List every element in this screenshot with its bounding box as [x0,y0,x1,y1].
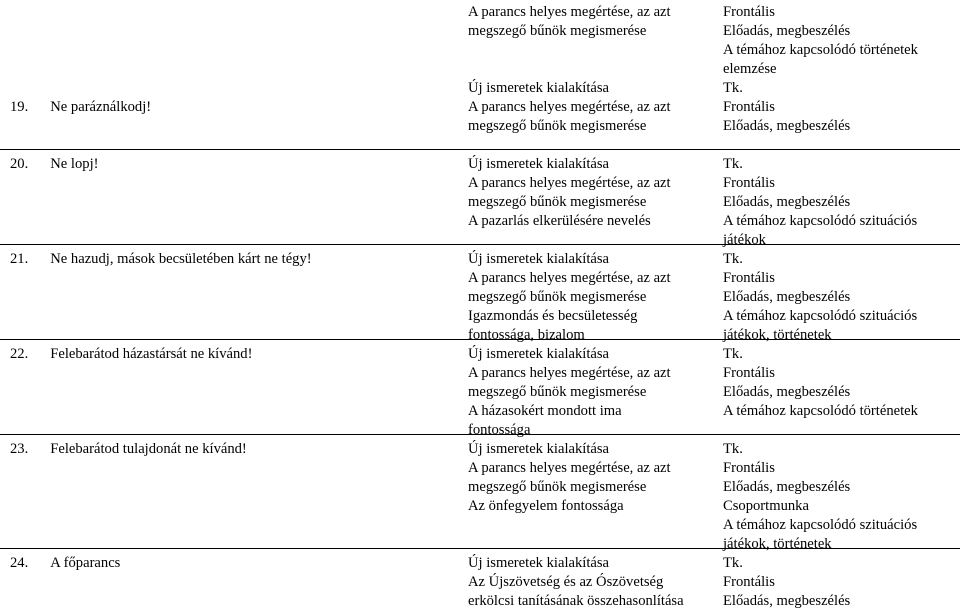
lesson-number: 24. [10,555,29,571]
goal-line: Az önfegyelem fontossága [468,498,624,514]
goal-line: Új ismeretek kialakítása [468,346,610,362]
goal-line: megszegő bűnök megismerése [468,289,647,305]
method-line: Tk. [723,80,743,96]
lesson-topic-cell [10,250,450,269]
method-line: Tk. [723,251,743,267]
goal-line: megszegő bűnök megismerése [468,194,647,210]
row-divider [0,339,960,340]
goal-line: A parancs helyes megértése, az azt [468,460,671,476]
goal-line: A pazarlás elkerülésére nevelés [468,213,651,229]
goal-line: fontossága, bizalom [468,327,585,343]
method-line: Frontális [723,270,775,286]
method-line: A témához kapcsolódó szituációs [723,213,918,229]
method-line: A témához kapcsolódó történetek [723,403,918,419]
method-line: Előadás, megbeszélés [723,479,851,495]
lesson-topic [10,155,450,174]
lesson-number: 21. [10,251,29,267]
lesson-goals-cell [468,79,706,136]
method-line: Előadás, megbeszélés [723,23,851,39]
method-line: Tk. [723,441,743,457]
lesson-number: 22. [10,346,29,362]
lesson-title: Ne paráználkodj! [50,99,152,115]
goal-line: megszegő bűnök megismerése [468,384,647,400]
lesson-topic-cell [10,345,450,364]
row-divider [0,149,960,150]
method-line: játékok, történetek [723,536,832,552]
goal-line: Új ismeretek kialakítása [468,441,610,457]
method-line: Frontális [723,4,775,20]
lesson-methods-cell [723,250,955,345]
lesson-number: 19. [10,99,29,115]
goal-line: Új ismeretek kialakítása [468,156,610,172]
lesson-goals-cell [468,250,706,345]
method-line: elemzése [723,61,777,77]
lesson-methods-cell [723,554,955,611]
lesson-goals-cell [468,345,706,440]
lesson-goals-cell [468,554,706,611]
lesson-methods-cell [723,79,955,136]
lesson-methods-cell [723,3,955,79]
method-line: Tk. [723,156,743,172]
method-line: Frontális [723,365,775,381]
method-line: Frontális [723,460,775,476]
lesson-methods-cell [723,345,955,421]
goal-line: Igazmondás és becsületesség [468,308,638,324]
row-divider [0,244,960,245]
lesson-topic [10,345,450,364]
goal-line: A parancs helyes megértése, az azt [468,270,671,286]
method-line: játékok [723,232,766,248]
method-line: Csoportmunka [723,498,809,514]
goal-line: Új ismeretek kialakítása [468,80,610,96]
goal-line: megszegő bűnök megismerése [468,118,647,134]
method-line: Tk. [723,555,743,571]
method-line: Előadás, megbeszélés [723,118,851,134]
lesson-topic [10,98,450,117]
lesson-topic-cell [10,554,450,573]
method-line: A témához kapcsolódó szituációs [723,308,918,324]
lesson-title: Felebarátod tulajdonát ne kívánd! [50,441,247,457]
lesson-goals-cell [468,155,706,231]
lesson-methods-cell [723,155,955,250]
goal-line: A parancs helyes megértése, az azt [468,365,671,381]
lesson-topic [10,250,450,269]
method-line: Frontális [723,574,775,590]
row-divider [0,548,960,549]
goal-line: A házasokért mondott ima [468,403,622,419]
method-line: Előadás, megbeszélés [723,289,851,305]
goal-line: fontossága [468,422,531,438]
method-line: Frontális [723,99,775,115]
lesson-topic [10,440,450,459]
lesson-number: 20. [10,156,29,172]
lesson-title: A főparancs [50,555,121,571]
goal-line: A parancs helyes megértése, az azt [468,175,671,191]
method-line: Frontális [723,175,775,191]
method-line: Tk. [723,346,743,362]
method-line: Előadás, megbeszélés [723,384,851,400]
row-divider [0,434,960,435]
method-line: játékok, történetek [723,327,832,343]
method-line: Előadás, megbeszélés [723,593,851,609]
goal-line: A parancs helyes megértése, az azt [468,99,671,115]
lesson-goals-cell [468,440,706,516]
goal-line: megszegő bűnök megismerése [468,23,647,39]
method-line: A témához kapcsolódó szituációs [723,517,918,533]
goal-line: Az Újszövetség és az Ószövetség [468,574,664,590]
lesson-topic-cell [10,155,450,174]
lesson-topic-cell [10,98,450,117]
lesson-title: Felebarátod házastársát ne kívánd! [50,346,253,362]
goal-line: Új ismeretek kialakítása [468,555,610,571]
lesson-goals-cell [468,3,706,41]
method-line: Előadás, megbeszélés [723,194,851,210]
lesson-methods-cell [723,440,955,554]
lesson-topic-cell [10,440,450,459]
lesson-title: Ne lopj! [50,156,99,172]
lesson-topic [10,554,450,573]
goal-line: megszegő bűnök megismerése [468,479,647,495]
goal-line: Új ismeretek kialakítása [468,251,610,267]
lesson-title: Ne hazudj, mások becsületében kárt ne tégy! [50,251,312,267]
lesson-number: 23. [10,441,29,457]
goal-line: erkölcsi tanításának összehasonlítása [468,593,684,609]
goal-line: A parancs helyes megértése, az azt [468,4,671,20]
method-line: A témához kapcsolódó történetek [723,42,918,58]
